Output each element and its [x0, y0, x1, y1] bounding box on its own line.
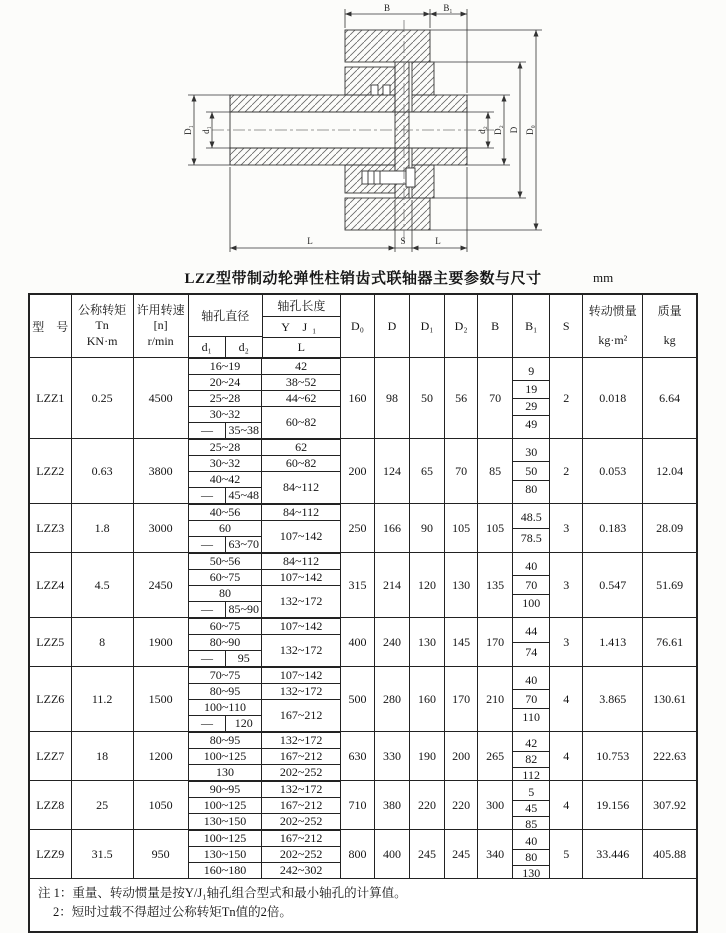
cell-bore-dia: 40~56: [189, 505, 262, 521]
header-S: S: [550, 294, 583, 358]
cell-model: LZZ7: [29, 732, 71, 781]
cell-inertia: 0.053: [583, 439, 643, 504]
cell-bore-group: [188, 358, 340, 439]
cell-B1-value: 45: [513, 800, 549, 816]
cell-model: LZZ8: [29, 781, 71, 830]
cell-model: LZZ9: [29, 830, 71, 879]
cell-S: 2: [550, 358, 583, 439]
cell-bore-length: 42: [262, 359, 340, 375]
cell-D1: 160: [410, 667, 445, 732]
cell-bore-d1: —: [189, 651, 226, 667]
cell-B1-group: [513, 732, 550, 781]
cell-D2: 145: [445, 618, 478, 667]
cell-bore-length: 167~212: [262, 700, 340, 732]
cell-D0: 500: [340, 667, 374, 732]
table-footer: [29, 879, 697, 932]
cell-inertia: 0.183: [583, 504, 643, 553]
dim-label-S: S: [400, 236, 406, 246]
cell-B1-value: 40: [525, 558, 538, 573]
cell-D0: 710: [340, 781, 374, 830]
cell-B1-value: 110: [513, 708, 549, 727]
cell-D2: 56: [445, 358, 478, 439]
cell-bore-group: [188, 732, 340, 781]
cell-bore-dia: 80~95: [189, 733, 262, 749]
cell-bore-d2: 120: [226, 716, 262, 732]
cell-speed: 3000: [133, 504, 188, 553]
cell-inertia: 33.446: [583, 830, 643, 879]
cell-B1-value: 130: [513, 865, 549, 881]
cell-bore-dia: 100~125: [189, 749, 262, 765]
cell-bore-dia: 80~95: [189, 684, 262, 700]
cell-S: 4: [550, 781, 583, 830]
header-model: 型 号: [29, 294, 71, 358]
cell-bore-dia: 50~56: [189, 554, 262, 570]
cell-bore-length: 132~172: [262, 635, 340, 667]
header-bore-dia: 轴孔直径: [201, 309, 250, 323]
model-row-LZZ6: [29, 667, 697, 732]
cell-D0: 200: [340, 439, 374, 504]
cell-model: LZZ5: [29, 618, 71, 667]
cell-bore-dia: 90~95: [189, 782, 262, 798]
header-inertia-unit: kg·m²: [598, 332, 628, 347]
cell-bore-length: 167~212: [262, 798, 340, 814]
cell-torque: 25: [71, 781, 133, 830]
cell-bore-length: 84~112: [262, 472, 340, 504]
cell-bore-length: 132~172: [262, 782, 340, 798]
cell-B1-value: 80: [513, 480, 549, 499]
cell-mass: 6.64: [643, 358, 697, 439]
cell-B1-value: 40: [525, 833, 538, 848]
cell-speed: 1500: [133, 667, 188, 732]
model-row-LZZ9: [29, 830, 697, 879]
cell-bore-length: 84~112: [262, 554, 340, 570]
cell-bore-dia: 100~125: [189, 798, 262, 814]
header-speed-sym: [n]: [153, 318, 168, 333]
cell-inertia: 0.018: [583, 358, 643, 439]
cell-D1: 130: [410, 618, 445, 667]
cell-torque: 0.25: [71, 358, 133, 439]
header-speed: [133, 294, 188, 358]
cell-D2: 70: [445, 439, 478, 504]
cell-model: LZZ3: [29, 504, 71, 553]
cell-B1-group: [513, 439, 550, 504]
cell-D0: 250: [340, 504, 374, 553]
cell-D: 330: [374, 732, 409, 781]
cell-bore-length: 202~252: [262, 814, 340, 830]
cell-torque: 31.5: [71, 830, 133, 879]
cell-bore-d1: —: [189, 716, 226, 732]
note-2: 2：短时过载不得超过公称转矩Tn值的2倍。: [53, 905, 292, 920]
cell-mass: 76.61: [643, 618, 697, 667]
cell-speed: 4500: [133, 358, 188, 439]
cell-bore-dia: 100~110: [189, 700, 262, 716]
cell-D: 240: [374, 618, 409, 667]
header-torque-unit: KN·m: [86, 333, 118, 348]
cell-B1-group: [513, 781, 550, 830]
cell-torque: 1.8: [71, 504, 133, 553]
cell-mass: 222.63: [643, 732, 697, 781]
cell-B1-value: 49: [513, 415, 549, 433]
cell-B: 340: [478, 830, 513, 879]
cell-B1-value: 78.5: [513, 528, 549, 549]
cell-B1-value: 100: [513, 594, 549, 613]
cell-bore-length: 202~252: [262, 847, 340, 863]
cell-bore-dia: 60: [189, 521, 262, 537]
header-D2: D₂: [445, 294, 478, 358]
unit-label: mm: [593, 270, 614, 285]
cell-B1-value: 42: [525, 735, 538, 750]
cell-B1-value: 9: [528, 364, 535, 379]
cell-S: 5: [550, 830, 583, 879]
dim-label-D0: D₀: [525, 125, 535, 135]
cell-torque: 18: [71, 732, 133, 781]
cell-mass: 130.61: [643, 667, 697, 732]
cell-torque: 0.63: [71, 439, 133, 504]
cell-bore-dia: 20~24: [189, 375, 262, 391]
cell-model: LZZ6: [29, 667, 71, 732]
cell-D1: 65: [410, 439, 445, 504]
cell-bore-dia: 40~42: [189, 472, 262, 488]
cell-D2: 220: [445, 781, 478, 830]
cell-D: 166: [374, 504, 409, 553]
cell-bore-dia: 80: [189, 586, 262, 602]
cell-B: 210: [478, 667, 513, 732]
dim-label-L-right: L: [435, 236, 441, 246]
cell-S: 2: [550, 439, 583, 504]
cell-bore-dia: 130~150: [189, 847, 262, 863]
cell-speed: 1050: [133, 781, 188, 830]
cell-D0: 630: [340, 732, 374, 781]
cell-bore-d2: 63~70: [226, 537, 262, 553]
cell-D0: 315: [340, 553, 374, 618]
cell-bore-length: 60~82: [262, 456, 340, 472]
dim-label-B: B: [383, 3, 391, 13]
cell-bore-dia: 130: [189, 765, 262, 781]
header-yj: Y J₁: [263, 317, 340, 338]
model-row-LZZ4: [29, 553, 697, 618]
cell-D1: 190: [410, 732, 445, 781]
header-bore-group: [188, 294, 340, 358]
cell-B: 300: [478, 781, 513, 830]
header-speed-unit: r/min: [147, 333, 174, 348]
cell-bore-dia: 60~75: [189, 570, 262, 586]
page-title: LZZ型带制动轮弹性柱销齿式联轴器主要参数与尺寸: [184, 271, 542, 287]
cell-D: 400: [374, 830, 409, 879]
cell-bore-length: 107~142: [262, 570, 340, 586]
cell-D1: 90: [410, 504, 445, 553]
cell-torque: 4.5: [71, 553, 133, 618]
model-row-LZZ2: [29, 439, 697, 504]
cell-B1-group: [513, 830, 550, 879]
cell-D2: 200: [445, 732, 478, 781]
cell-bore-length: 167~212: [262, 831, 340, 847]
title-band: [28, 267, 698, 290]
header-inertia-cn: 转动惯量: [588, 303, 637, 318]
cell-bore-dia: 130~150: [189, 814, 262, 830]
cell-B1-value: 29: [513, 398, 549, 416]
cell-bore-length: 44~62: [262, 391, 340, 407]
cell-B1-value: 48.5: [520, 510, 542, 524]
cell-speed: 950: [133, 830, 188, 879]
cell-bore-d1: —: [189, 423, 226, 439]
cell-bore-dia: 16~19: [189, 359, 262, 375]
cell-B1-group: [513, 504, 550, 553]
cell-bore-d2: 85~90: [226, 602, 262, 618]
cell-B1-group: [513, 618, 550, 667]
cell-B1-value: 74: [513, 642, 549, 663]
cell-D2: 105: [445, 504, 478, 553]
model-row-LZZ1: [29, 358, 697, 439]
cell-B1-value: 85: [513, 816, 549, 832]
dim-label-D: D: [509, 126, 519, 134]
cell-D: 124: [374, 439, 409, 504]
cell-D2: 245: [445, 830, 478, 879]
cell-B: 70: [478, 358, 513, 439]
cell-bore-length: 242~302: [262, 863, 340, 879]
cell-D1: 220: [410, 781, 445, 830]
header-torque-cn: 公称转矩: [78, 302, 127, 317]
cell-bore-d1: —: [189, 488, 226, 504]
cell-D0: 160: [340, 358, 374, 439]
header-torque: [71, 294, 133, 358]
model-row-LZZ8: [29, 781, 697, 830]
cell-bore-group: [188, 553, 340, 618]
cell-mass: 51.69: [643, 553, 697, 618]
cell-bore-length: 84~112: [262, 505, 340, 521]
model-row-LZZ3: [29, 504, 697, 553]
cell-S: 3: [550, 618, 583, 667]
cell-B: 85: [478, 439, 513, 504]
cell-mass: 28.09: [643, 504, 697, 553]
cell-B: 105: [478, 504, 513, 553]
note-1: 注 1：重量、转动惯量是按Y/J₁轴孔组合型式和最小轴孔的计算值。: [38, 886, 407, 900]
cell-bore-length: 132~172: [262, 586, 340, 618]
header-d2: d₂: [238, 339, 249, 354]
cell-B1-value: 70: [513, 689, 549, 708]
cell-B1-value: 44: [525, 624, 538, 638]
cell-bore-dia: 25~28: [189, 391, 262, 407]
cell-inertia: 0.547: [583, 553, 643, 618]
cell-torque: 11.2: [71, 667, 133, 732]
cell-mass: 405.88: [643, 830, 697, 879]
cell-B: 170: [478, 618, 513, 667]
cell-mass: 12.04: [643, 439, 697, 504]
cell-bore-dia: 60~75: [189, 619, 262, 635]
cell-inertia: 1.413: [583, 618, 643, 667]
header-B: B: [478, 294, 513, 358]
cell-B1-group: [513, 667, 550, 732]
cell-speed: 1200: [133, 732, 188, 781]
cell-S: 3: [550, 553, 583, 618]
cell-B1-value: 50: [513, 461, 549, 480]
header-mass-cn: 质量: [657, 303, 682, 318]
cell-B: 135: [478, 553, 513, 618]
header-D0: D₀: [340, 294, 374, 358]
notes-cell: [29, 879, 697, 932]
table-header: [29, 294, 697, 358]
cell-bore-dia: 30~32: [189, 456, 262, 472]
cell-bore-group: [188, 830, 340, 879]
model-row-LZZ7: [29, 732, 697, 781]
cell-bore-length: 132~172: [262, 733, 340, 749]
cell-S: 4: [550, 667, 583, 732]
cell-D: 98: [374, 358, 409, 439]
cell-D1: 120: [410, 553, 445, 618]
cell-model: LZZ1: [29, 358, 71, 439]
dim-label-D2: D₂: [493, 125, 503, 135]
cell-bore-dia: 80~90: [189, 635, 262, 651]
cell-D2: 130: [445, 553, 478, 618]
dim-label-D1: D₁: [183, 125, 193, 135]
dim-label-B1: B₁: [443, 3, 453, 13]
header-B1: B₁: [513, 294, 550, 358]
cell-bore-d1: —: [189, 537, 226, 553]
header-bore-len: 轴孔长度: [263, 295, 340, 317]
cell-bore-length: 107~142: [262, 668, 340, 684]
cell-bore-length: 62: [262, 440, 340, 456]
cell-bore-d2: 45~48: [226, 488, 262, 504]
cell-D1: 50: [410, 358, 445, 439]
cell-D0: 400: [340, 618, 374, 667]
cell-B1-value: 82: [513, 751, 549, 767]
model-row-LZZ5: [29, 618, 697, 667]
cell-B1-value: 5: [528, 784, 535, 799]
dim-label-L-left: L: [307, 236, 313, 246]
cell-torque: 8: [71, 618, 133, 667]
cell-model: LZZ4: [29, 553, 71, 618]
cell-bore-d2: 95: [226, 651, 262, 667]
cell-bore-length: 167~212: [262, 749, 340, 765]
parameters-table: [28, 293, 698, 933]
dim-label-d1: d₁: [201, 126, 211, 134]
header-speed-cn: 许用转速: [136, 302, 185, 317]
cell-D0: 800: [340, 830, 374, 879]
cell-B1-value: 40: [525, 672, 538, 687]
header-D1: D₁: [410, 294, 445, 358]
cell-B1-value: 80: [513, 849, 549, 865]
cell-D2: 170: [445, 667, 478, 732]
cell-bore-dia: 30~32: [189, 407, 262, 423]
header-mass-unit: kg: [663, 332, 676, 347]
header-d1: d₁: [189, 337, 226, 357]
table-body: [29, 358, 697, 879]
header-torque-sym: Tn: [95, 318, 109, 333]
cell-bore-length: 38~52: [262, 375, 340, 391]
cell-B1-value: 112: [513, 767, 549, 783]
cell-B1-value: 70: [513, 575, 549, 594]
cell-S: 3: [550, 504, 583, 553]
cell-inertia: 10.753: [583, 732, 643, 781]
cell-B1-value: 30: [525, 444, 538, 459]
header-inertia: [583, 294, 643, 358]
cell-B1-value: 19: [513, 380, 549, 398]
dim-label-d2: d₂: [477, 126, 487, 134]
header-mass: [643, 294, 697, 358]
cell-bore-dia: 25~28: [189, 440, 262, 456]
cell-bore-group: [188, 439, 340, 504]
cell-bore-d1: —: [189, 602, 226, 618]
cell-bore-group: [188, 504, 340, 553]
cell-D: 280: [374, 667, 409, 732]
cell-D1: 245: [410, 830, 445, 879]
cell-model: LZZ2: [29, 439, 71, 504]
header-D: D: [374, 294, 409, 358]
cell-bore-dia: 100~125: [189, 831, 262, 847]
cell-speed: 3800: [133, 439, 188, 504]
cell-bore-length: 107~142: [262, 619, 340, 635]
cell-speed: 1900: [133, 618, 188, 667]
cell-B1-group: [513, 358, 550, 439]
cell-bore-group: [188, 781, 340, 830]
cell-bore-length: 107~142: [262, 521, 340, 553]
coupling-cross-section-drawing: [0, 0, 726, 266]
cell-bore-d2: 35~38: [226, 423, 262, 439]
cell-S: 4: [550, 732, 583, 781]
cell-inertia: 3.865: [583, 667, 643, 732]
cell-B1-group: [513, 553, 550, 618]
cell-bore-dia: 160~180: [189, 863, 262, 879]
cell-D: 214: [374, 553, 409, 618]
cell-bore-group: [188, 618, 340, 667]
cell-mass: 307.92: [643, 781, 697, 830]
cell-bore-length: 132~172: [262, 684, 340, 700]
cell-speed: 2450: [133, 553, 188, 618]
cell-bore-group: [188, 667, 340, 732]
header-L: L: [297, 340, 305, 354]
cell-bore-length: 60~82: [262, 407, 340, 439]
cell-B: 265: [478, 732, 513, 781]
cell-D: 380: [374, 781, 409, 830]
cell-bore-length: 202~252: [262, 765, 340, 781]
cell-bore-dia: 70~75: [189, 668, 262, 684]
cell-inertia: 19.156: [583, 781, 643, 830]
